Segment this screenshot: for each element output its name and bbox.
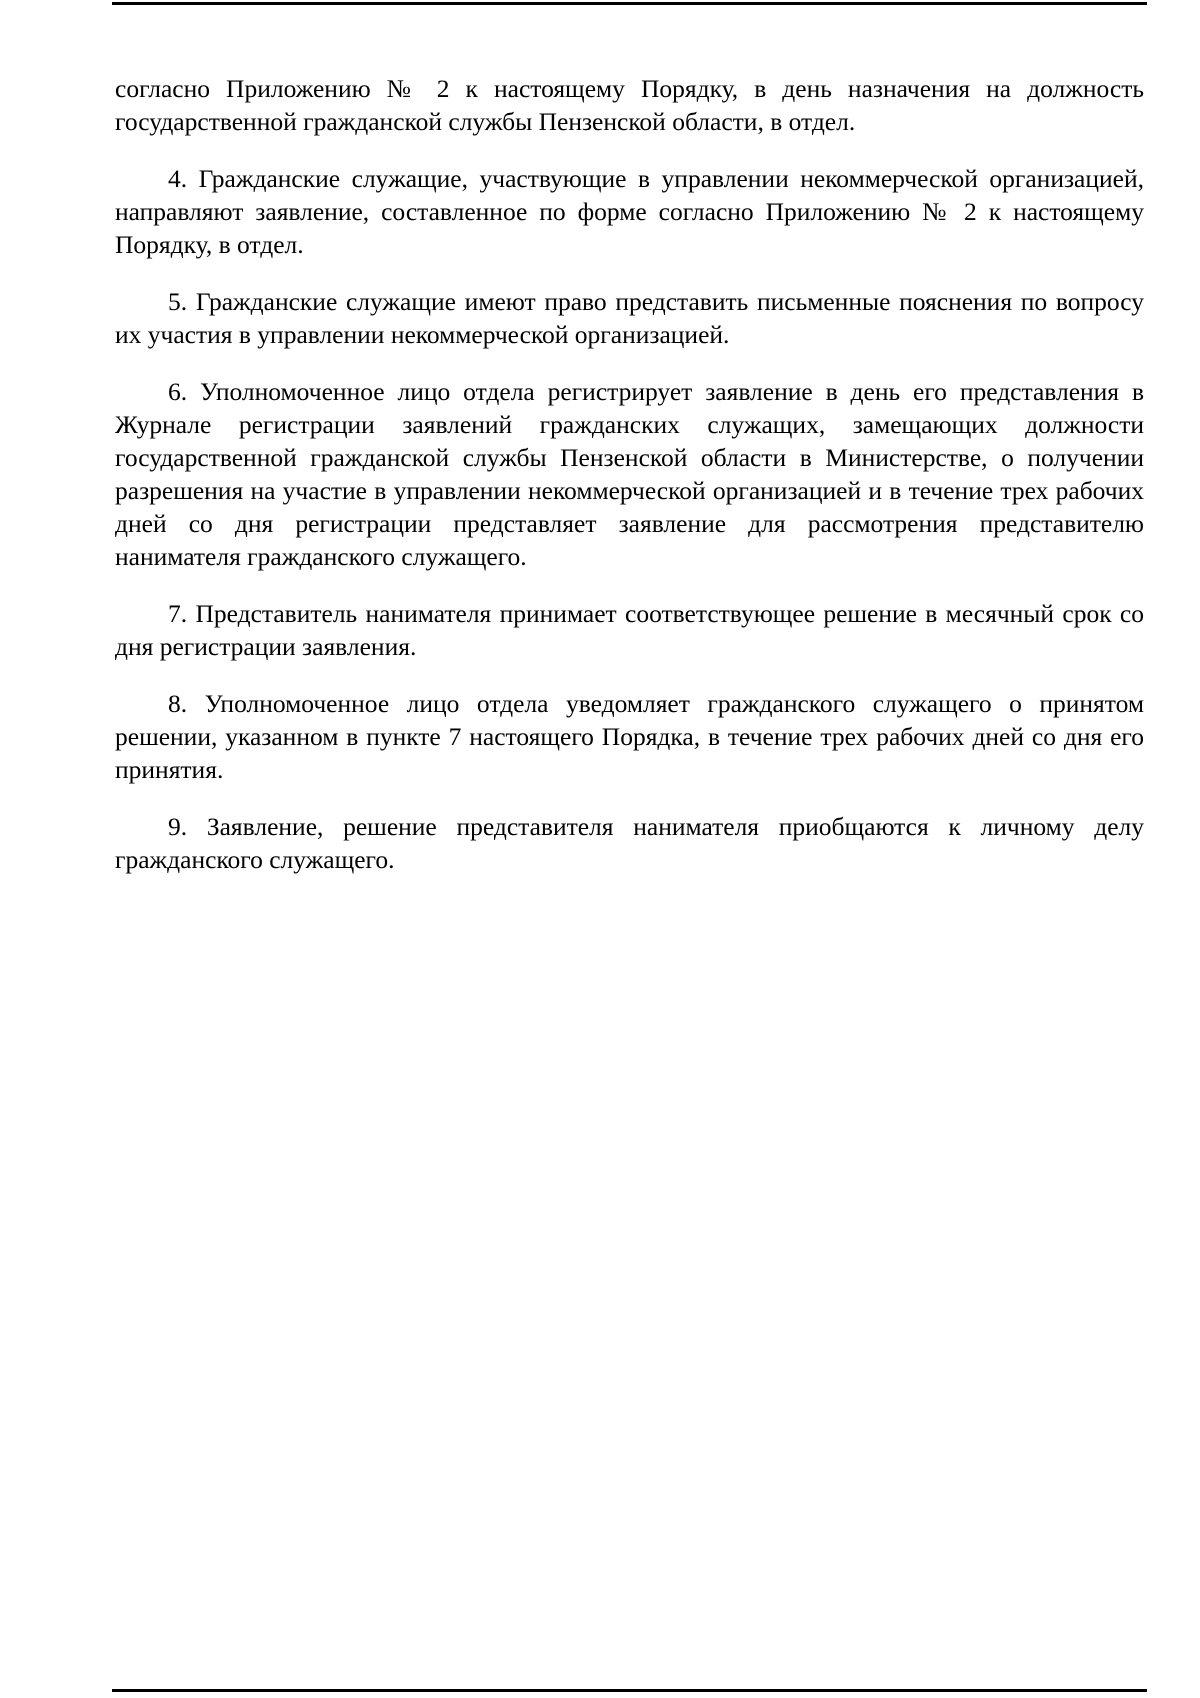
paragraph-item-7: 7. Представитель нанимателя принимает соответствующее решение в месячный срок со дня регистрации заявления. <box>115 599 1144 661</box>
paragraph-item-5: 5. Гражданские служащие имеют право представить письменные пояснения по вопросу их участия в управлении некоммерческой организацией. <box>115 287 1144 349</box>
paragraph-item-6: 6. Уполномоченное лицо отдела регистрирует заявление в день его представления в Журнале регистрации заявлений гражданских служащих, замещающих должности государственной гражданской службы Пензенской области в Министерстве, о получении разрешения на участие в управлении некоммерческой организацией и в течение трех рабочих дней со дня регистрации представляет заявление для рассмотрения представителю нанимателя гражданского служащего. <box>115 377 1144 571</box>
paragraph-item-4: 4. Гражданские служащие, участвующие в управлении некоммерческой организацией, направляют заявление, составленное по форме согласно Приложению № 2 к настоящему Порядку, в отдел. <box>115 164 1144 259</box>
top-rule <box>112 2 1147 5</box>
bottom-rule <box>112 1689 1147 1692</box>
paragraph-item-8: 8. Уполномоченное лицо отдела уведомляет гражданского служащего о принятом решении, указанном в пункте 7 настоящего Порядка, в течение трех рабочих дней со дня его принятия. <box>115 689 1144 784</box>
paragraph-continuation: согласно Приложению № 2 к настоящему Порядку, в день назначения на должность государственной гражданской службы Пензенской области, в отдел. <box>115 74 1144 136</box>
document-body <box>115 72 1144 900</box>
paragraph-item-9: 9. Заявление, решение представителя нанимателя приобщаются к личному делу гражданского служащего. <box>115 812 1144 874</box>
